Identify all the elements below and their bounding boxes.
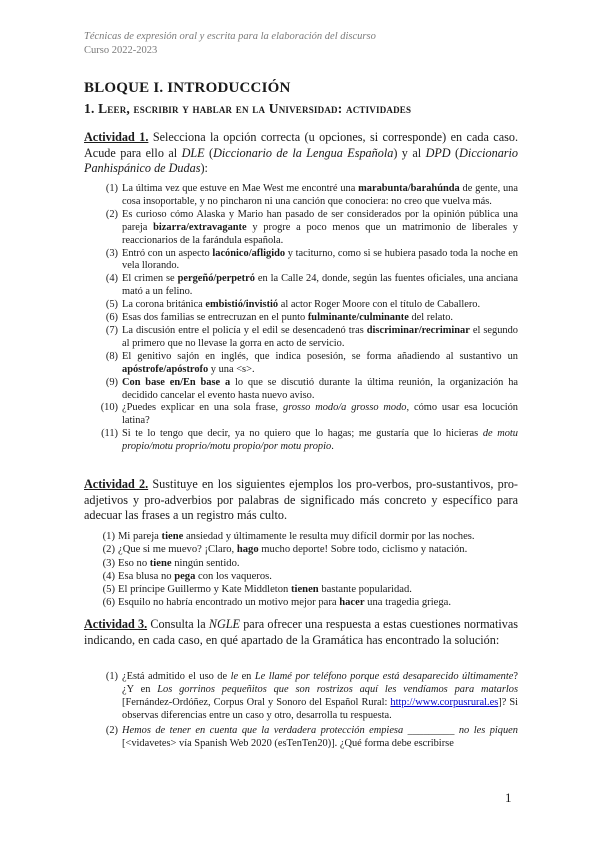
list-item: (1) ¿Está admitido el uso de le en Le llamé por teléfono porque está desaparecido últimamente? ¿Y en Los gorrinos pequeñitos que son rostrizos aquí les vendíamos para matarlos [Fernández-Ordóñez, Corpus Oral y Sonoro del Español Rural: http://www.corpusrural.es]? Si observas diferencias entre un caso y otro, desarrolla tu respuesta.: [105, 671, 519, 721]
list-item: (5) La corona británica embistió/invistió al actor Roger Moore con el título de Caballero.: [105, 299, 481, 311]
list-item: (6) Esas dos familias se entrecruzan en el punto fulminante/culminante del relato.: [105, 312, 453, 324]
list-item: (3) Eso no tiene ningún sentido.: [102, 557, 240, 569]
activity-3-label: Actividad 3.: [84, 617, 148, 631]
header-title: Técnicas de expresión oral y escrita para la elaboración del discurso: [84, 31, 376, 42]
list-item: (5) El príncipe Guillermo y Kate Middleton tienen bastante popularidad.: [102, 584, 412, 596]
list-item: (1) Mi pareja tiene ansiedad y últimamente le resulta muy difícil dormir por las noches.: [102, 531, 475, 542]
section-heading: 1. Leer, escribir y hablar en la Universidad: actividades: [84, 101, 412, 116]
page-number: 1: [505, 790, 512, 805]
list-item: (3) Entró con un aspecto lacónico/afligido y taciturno, como si se hubiera pasado toda la noche en vela llorando.: [105, 247, 518, 272]
activity-2-list: [100, 530, 518, 610]
running-header: [84, 30, 376, 58]
activity-1-list: [100, 183, 518, 454]
activity-3-list: [100, 671, 518, 750]
corpus-rural-link[interactable]: http://www.corpusrural.es: [390, 696, 499, 708]
list-item: (2) Hemos de tener en cuenta que la verdadera protección empiesa _________ no les piquen [<vidavetes> vía Spanish Web 2020 (esTenTen20)]. ¿Qué forma debe escribirse: [105, 724, 518, 749]
block-heading: BLOQUE I. INTRODUCCIÓN: [84, 80, 291, 96]
list-item: (2) Es curioso cómo Alaska y Mario han pasado de ser considerados por la opinión pública una pareja bizarra/extravagante y progre a poco menos que un matrimonio de liberales y reaccionarios de la farándula española.: [105, 208, 518, 246]
activity-1-intro: Actividad 1. Selecciona la opción correcta (u opciones, si corresponde) en cada caso. Acude para ello al DLE (Diccionario de la Lengua Española) y al DPD (Diccionario Panhispánico de Dudas):: [84, 130, 519, 175]
activity-2-intro: Actividad 2. Sustituye en los siguientes ejemplos los pro-verbos, pro-sustantivos, pro-adjetivos y pro-adverbios por palabras de significado más concreto y específico para adecuar las frases a un registro más culto.: [84, 477, 518, 522]
list-item: (2) ¿Que si me muevo? ¡Claro, hago mucho deporte! Sobre todo, ciclismo y natación.: [102, 544, 468, 556]
list-item: (9) Con base en/En base a lo que se discutió durante la última reunión, la organización ha decidido cancelar el evento hasta nuevo aviso.: [105, 376, 518, 401]
list-item: (10) ¿Puedes explicar en una sola frase, grosso modo/a grosso modo, cómo usar esa locución latina?: [100, 402, 518, 427]
list-item: (11) Si te lo tengo que decir, ya no quiero que lo hagas; me gustaría que lo hicieras de motu propio/motu proprio/motu propio/por motu propio.: [101, 428, 518, 453]
activity-3-intro: Actividad 3. Consulta la NGLE para ofrecer una respuesta a estas cuestiones normativas indicando, en cada caso, en qué apartado de la Gramática has encontrado la solución:: [84, 617, 518, 647]
activity-1-label: Actividad 1.: [84, 130, 149, 144]
list-item: (4) Esa blusa no pega con los vaqueros.: [102, 570, 272, 582]
list-item: (6) Esquilo no habría encontrado un motivo mejor para hacer una tragedia griega.: [102, 597, 452, 609]
list-item: (7) La discusión entre el policía y el edil se desencadenó tras discriminar/recriminar el segundo al primero que no llevase la gorra en acto de servicio.: [105, 324, 519, 349]
list-item: (4) El crimen se pergeñó/perpetró en la Calle 24, donde, según las fuentes oficiales, una anciana mató a un felino.: [105, 273, 518, 298]
list-item: (8) El genitivo sajón en inglés, que indica posesión, se forma añadiendo al sustantivo un apóstrofe/apóstrofo y una <s>.: [105, 350, 518, 375]
header-course: Curso 2022-2023: [84, 45, 158, 56]
activity-2-label: Actividad 2.: [84, 477, 149, 491]
list-item: (1) La última vez que estuve en Mae West me encontré una marabunta/barahúnda de gente, una cosa insoportable, y no pincharon ni una canción que conociera: no creo que vuelva más.: [105, 183, 518, 207]
